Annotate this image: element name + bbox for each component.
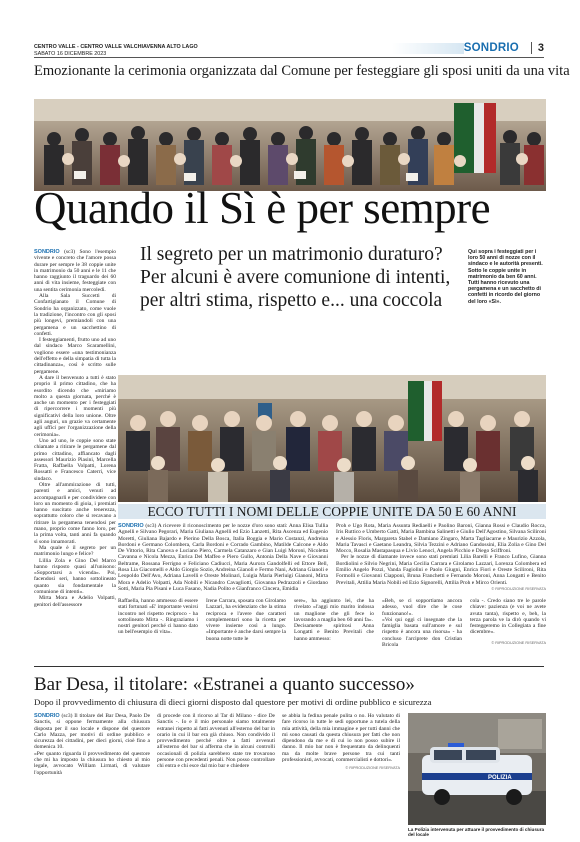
group-photo-60-years-image [118, 375, 546, 502]
article-separator [34, 666, 544, 667]
bottom-col-2: di procede con il ricorso al Tar di Milano - dice De Sanctis -. Io e il mio personale siamo totalmente estranei rispetto ai fatti avvenuti all'esterno del bar in orario in cui il bar era già chiuso. Non condivido il provvedimento perché oltre a fatti avvenuti all'esterno del bar si afferma che in alcuni controlli occasionali di polizia sarebbero state tre trovarono persone con precedenti penali. Non posso controllare chi entra e chi esce dal mio bar e chiedere [157, 713, 275, 770]
names-box-right [336, 523, 546, 592]
bottom-headline: Bar Desa, il titolare: «Estranei a quanto successo» [34, 674, 415, 695]
left-paragraph-2: Alla Sala Succetti di Confartigianato il Comune di Sondrio ha organizzato, come vuole la tradizione, l'incontro con gli sposi più longevi, premiandoli con una pergamena e un sacchettino di confetti. [34, 293, 116, 337]
names-box-text-right-2: Per le nozze di diamante invece sono stati premiati Lilia Barelli e Franco Lufino, Gianna Bordiolini e Silvio Negrini, Maria Cecilia Carrara e Girolamo Lazzari, Lorenza Colombera ed Emilio Angelo Pozzi, Vanda Fagiolini e Paolo Giugni, Enrica Fiori e Oreste Scilironi, Rita Formolli e Giovanni Ciapponi, Bruna Franchetti e Fernando Moroni, Anna Longatti e Benito Previtali, Attilia Maria Nobili ed Ezio Signorelli, Attilia Proh e Mirco Orienti. [336, 554, 546, 586]
left-paragraph-3: I festeggiamenti, frutto uno ad uno dal sindaco Marco Scaramellini, vogliono essere «una testimonianza dell'effetto e della simpatia di tutta la cittadinanza», così è scritto sulle pergamene. [34, 337, 116, 375]
bottom-col-3 [282, 713, 400, 772]
names-box-text-right: Proh e Ugo Rota, Maria Assunta Rediaelli e Paolino Baroni, Gianna Rossi e Claudio Rocca, Iris Ruttico e Umberto Gatti, Maria Bambina Salinetti e Giulio Dell'Agostino, Silvana Scilironi e Alessio Floris, Margareta Stabel e Damiano Zingaro, Marta Tagliacarne e Maurizio Azzola, Maria Tavasci e Gaetano Leandra, Silvia Tezzini e Adriano Gandossini, Elia Zolia e Gino Del Mocco, Rosalia Mastapasqua e Livio Lenoci, Angela Picchio e Diego Sciffroni. [336, 523, 546, 555]
page-number: 3 [531, 42, 544, 54]
subheadline: Il segreto per un matrimonio duraturo? Per alcuni è avere comunione di intenti, per altri stima, rispetto e... una coccola [140, 244, 451, 311]
left-paragraph-8: Lillia Zola e Gino Del Marco hanno risposto quasi all'unisono: «Sopportarsi a vicenda». Poi, facendosi seri, hanno sottolineato quanto sia fondamentale la comunione di intenti». [34, 557, 116, 596]
names-box-title: ECCO TUTTI I NOMI DELLE COPPIE UNITE DA 50 E 60 ANNI [118, 504, 546, 519]
page-header-info [34, 44, 198, 57]
group-photo-50-years [34, 99, 546, 191]
bottom-col-1-text: (sc3) Il titolare del Bar Desa, Paolo De Sanctis, si oppone fermamente alla chiusura disposta per il suo locale e dispone del questore Carlo Mazza, per motivi di ordine pubblico e sicurezza dei cittadini, per dieci giorni, cioè fino a domenica 10. «Per quanto riguarda il provvedimento del questore che mi ha imposto la chiusura ho chiesto al mio legale, avvocato William Lirmati, di valutare l'opportunità [34, 713, 151, 776]
police-photo-image [408, 713, 546, 825]
section-name: SONDRIO [464, 42, 525, 54]
names-box-credit: © RIPRODUZIONE RISERVATA [491, 586, 546, 591]
continuation-col-5-text: cola -. Credo siano tre le parole chiave: pazienza (e voi ne avete avuta tanta), rispetto e, beh, la terza parola ve la dirò quando vi festeggeremo in Collegiata a fine dicembre». [470, 598, 546, 636]
police-label: POLIZIA [488, 775, 512, 781]
continuation-col-1: Raffaella, hanno ammesso di essere stati fortunati «E' importante venirsi incontro nel rispetto reciproco - ha sottolineato Mirta -. Ringraziamo i nostri genitori perché ci hanno dato un bell'esempio di vita». [118, 598, 198, 636]
continuation-col-2: Irene Carrara, sposata con Girolamo Lazzari, ha evidenziato che la stima reciproca e l'avere due caratteri complementari sono la ricetta per vivere insieme così a lungo. «Importante è anche darsi sempre la buona notte tutte le [206, 598, 286, 642]
bottom-col-1 [34, 713, 150, 776]
left-paragraph-9: Mirta Mora e Adelio Volpatti, genitori dell'assessore [34, 595, 116, 608]
bottom-subheadline: Dopo il provvedimento di chiusura di dieci giorni disposto dal questore per motivi di ordine pubblico e sicurezza [34, 697, 432, 707]
left-paragraph-6: Oltre all'ammirazione di tutti, parenti e amici, venuti ad accompagnarli e per condividere con loro un momento di gioia, i premiati hanno suscitato anche tenerezza, soprattutto coloro che si recavano a ritirare la pergamena tenendosi per mano, proprio come fanno loro, per la prima volta, tanti anni fa quando si sono innamorati. [34, 481, 116, 545]
left-paragraph-1: (sc3) Sono l'esempio vivente e concreto che l'amore possa durare per sempre le 38 coppie unite in matrimonio da 50 anni e le 11 che hanno raggiunto il traguardo dei 60 anni di vita insieme, festeggiate con una sentita cerimonia mercoledì. [34, 249, 116, 293]
continuation-col-4: «Beh, se ci sopportiamo ancora adesso, vuol dire che le cose funzionano!». «Voi qui oggi ci insegnate che la famiglia basata sull'amore e sul rispetto è ancora una risorsa» - ha concluso l'arciprete don Cristian Bricola [382, 598, 462, 649]
group-photo-60-years [118, 375, 546, 502]
left-column-text [34, 249, 116, 608]
left-column-dateline: SONDRIO [34, 249, 60, 255]
headline: Quando il Sì è per sempre [34, 183, 491, 233]
names-box-text-left: (sc3) A ricevere il riconoscimento per le nozze d'oro sono stati: Anna Elisa Tullia Agnelli e Silvano Pegorari, Maria Giuliana Agnelli ed Ezio Lanzetti, Rita Ascenza ed Eugenio Moretti, Giuliana Bajardo e Pierino Della Bosca, Italia Boggia e Mario Costanzi, Andreina Bordoni e Germano Colombera, Carla Bordoni e Corrado Gambino, Matilde Calcone e Aldo De Vittorio, Rita Canova e Luciano Piero, Carmela Catanzaro e Gian Luigi Moroni, Nicoletta Cavanna e Nicola Mezza, Enrica Del Maffeo e Piero Gullo, Antonia Della Nave e Giovanni Beltrame, Rossana Ferrigno e Feliciano Cadiucci, Maria Aurora Gandolfelli ed Ettore Bell, Rosa Lia Giacomelli e Aldo Giorgio Sozio, Andreina Gianoli e Fermo Nani, Adriana Gianoli e Leopoldo Dell'Avo, Adriana Lavelli e Oreste Molinari, Luigia Maria Pierluigi Gianoni, Mirta Mora e Adelio Volpatti, Ada Nobili e Nicandro Cavagliotti, Giovanna Pedrazzoli e Giordano Sotti, Maria Pia Pisani e Luca Fasano, Nadia Polito e Gianfranco Cincera, Emidia [118, 523, 329, 592]
page-header-right [464, 41, 544, 55]
continuation-col-3: sere», ha aggiunto lei, che ha rivelato «l'aggi mio marito indossa un maglione che gli fece io lavorando a maglia ben 60 anni fa». Decisamente spiritosi Anna Longatti e Benito Previtali che hanno ammesso: [294, 598, 374, 642]
police-photo-caption: La Polizia intervenuta per attuare il provvedimento di chiusura del locale [408, 827, 545, 837]
left-paragraph-5: Uno ad uno, le coppie sono state chiamate a ritirare le pergamene dal primo cittadino, affiancato dagli assessori Maurizio Piasini, Marcella Fratta, Raffaella Volpatti, Lorena Rossatti e Francesco Caterri, vice sindaco. [34, 437, 116, 482]
bottom-dateline: SONDRIO [34, 713, 60, 719]
police-photo [408, 713, 546, 825]
left-paragraph-4: A dare il benvenuto a tutti è stato proprio il primo cittadino, che ha esordito dicendo che «miriamo molto a questa giornata, perché è anche un momento per i festeggiati di ripercorrere i momenti più significativi della loro unione. Oltre agli auguri, un grazie va certamente agli uffici per l'organizzazione della cerimonia». [34, 374, 116, 438]
bottom-col-3-text: se abbia la fedina penale pulita o no. Ho valutato di fare ricorso in tutte le sedi opportune a tutela della mia attività, della mia immagine e per tutti danni che mi sono causati da questa chiusura per fatti che non dipendono da me e di cui io non posso subire il danno. Il mio bar non è frequentato da delinquenti ma da molte brave persone tra cui tanti professionisti, avvocati, commercialisti e dottori». [282, 713, 400, 764]
names-box-left [118, 523, 328, 592]
photo-caption: Qui sopra i festeggiati per i loro 50 anni di nozze con il sindaco e le autorità presenti. Sotto le coppie unite in matrimonio da ben 60 anni. Tutti hanno ricevuto una pergamena e un sacchetto di confetti in ricordo del giorno del loro «Sì». [468, 249, 543, 305]
continuation-credit: © RIPRODUZIONE RISERVATA [491, 640, 546, 645]
kicker: Emozionante la cerimonia organizzata dal Comune per festeggiare gli sposi uniti da una vita [34, 63, 570, 79]
group-photo-50-years-image [34, 99, 546, 191]
left-paragraph-7: Ma quale è il segreto per un matrimonio lungo e felice? [34, 544, 116, 558]
header-edition: CENTRO VALLE - CENTRO VALLE VALCHIAVENNA ALTO LAGO [34, 44, 198, 50]
header-rule [34, 57, 544, 58]
bottom-credit: © RIPRODUZIONE RISERVATA [345, 766, 400, 771]
continuation-col-5 [470, 598, 546, 646]
names-box-dateline: SONDRIO [118, 523, 144, 529]
header-date: SABATO 16 DICEMBRE 2023 [34, 50, 107, 57]
